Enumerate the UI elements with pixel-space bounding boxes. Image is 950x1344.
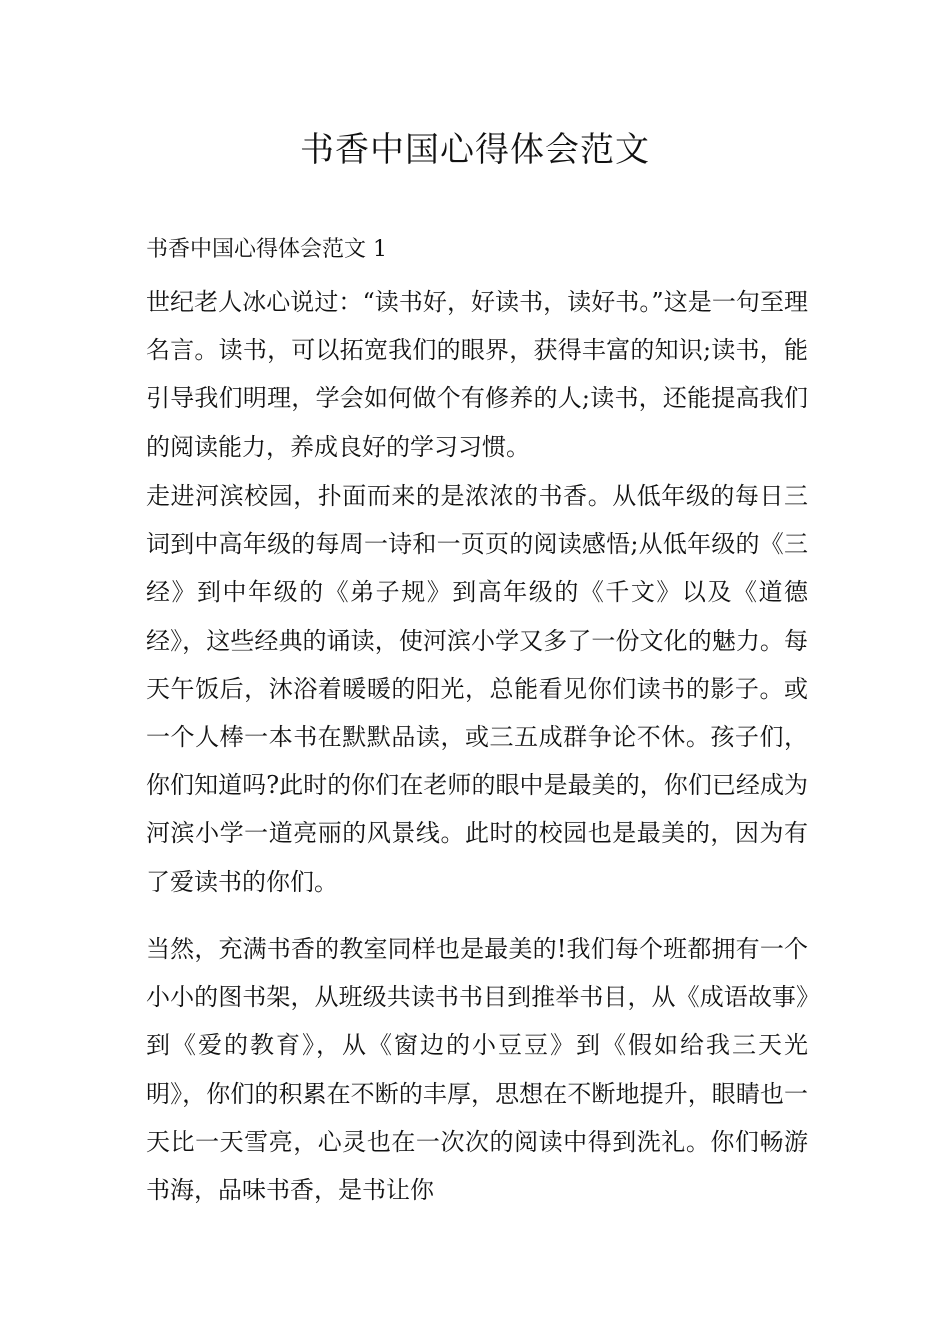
- paragraph-3: 当然，充满书香的教室同样也是最美的!我们每个班都拥有一个小小的图书架，从班级共读书书目到推举书目，从《成语故事》到《爱的教育》，从《窗边的小豆豆》到《假如给我三天光明》，你们的积累在不断的丰厚，思想在不断地提升，眼睛也一天比一天雪亮，心灵也在一次次的阅读中得到洗礼。你们畅游书海，品味书香，是书让你: [146, 935, 808, 1205]
- document-title: 书香中国心得体会范文: [300, 130, 650, 170]
- paragraph-1: 世纪老人冰心说过：“读书好，好读书，读好书。”这是一句至理名言。读书，可以拓宽我们的眼界，获得丰富的知识;读书，能引导我们明理，学会如何做个有修养的人;读书，还能提高我们的阅读能力，养成良好的学习习惯。: [146, 288, 808, 461]
- section-heading: 书香中国心得体会范文 1: [146, 237, 387, 262]
- paragraph-2: 走进河滨校园，扑面而来的是浓浓的书香。从低年级的每日三词到中高年级的每周一诗和一页页的阅读感悟;从低年级的《三经》到中年级的《弟子规》到高年级的《千文》以及《道德经》，这些经典的诵读，使河滨小学又多了一份文化的魅力。每天午饭后，沐浴着暖暖的阳光，总能看见你们读书的影子。或一个人棒一本书在默默品读，或三五成群争论不休。孩子们，你们知道吗?此时的你们在老师的眼中是最美的，你们已经成为河滨小学一道亮丽的风景线。此时的校园也是最美的，因为有了爱读书的你们。: [146, 482, 808, 896]
